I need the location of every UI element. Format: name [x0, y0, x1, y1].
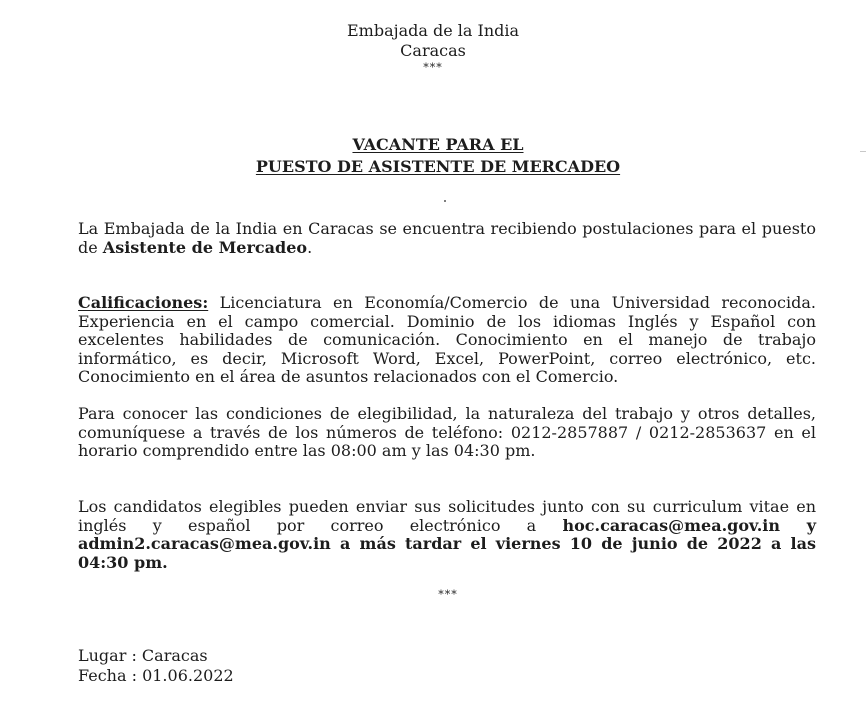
vacancy-title: [0, 134, 866, 178]
header-stars: ***: [423, 61, 443, 74]
application-text: Los candidatos elegibles pueden enviar sus solicitudes junto con su curriculum vitae en inglés y español por correo electrónico a: [78, 497, 816, 535]
qualifications-text: Licenciatura en Economía/Comercio de una Universidad reconocida. Experiencia en el campo comercial. Dominio de los idiomas Inglés y Español con excelentes habilidades de comunicación. Conocimiento en el manejo de trabajo informático, es decir, Microsoft Word, Excel, PowerPoint, correo electrónico, etc. Conocimiento en el área de asuntos relacionados con el Comercio.: [78, 293, 816, 386]
contact-paragraph: [78, 405, 816, 461]
intro-paragraph: [78, 220, 816, 257]
application-emails-deadline: hoc.caracas@mea.gov.in y admin2.caracas@mea.gov.in a más tardar el viernes 10 de junio de 2022 a las 04:30 pm.: [78, 515, 816, 572]
qualifications-label: Calificaciones:: [78, 293, 209, 312]
title-line-2: PUESTO DE ASISTENTE DE MERCADEO: [255, 157, 621, 176]
footer-date: Fecha : 01.06.2022: [78, 666, 234, 685]
intro-text: La Embajada de la India en Caracas se encuentra recibiendo postulaciones para el puesto de: [78, 219, 816, 257]
qualifications-paragraph: [78, 294, 816, 387]
contact-text: Para conocer las condiciones de elegibilidad, la naturaleza del trabajo y otros detalles, comuníquese a través de los números de teléfono: 0212-2857887 / 0212-2853637 en el horario comprendido entre las 08:00 am y las 04:30 pm.: [78, 404, 816, 460]
intro-end: .: [307, 237, 313, 257]
application-paragraph: [78, 498, 816, 572]
embassy-name: Embajada de la India: [346, 21, 520, 40]
position-name: Asistente de Mercadeo: [102, 237, 308, 257]
title-line-1: VACANTE PARA EL: [352, 135, 524, 154]
embassy-header: [0, 21, 866, 75]
separator-stars: ***: [438, 588, 458, 601]
footer-place: Lugar : Caracas: [78, 646, 208, 665]
speck: [444, 200, 446, 202]
embassy-city: Caracas: [400, 41, 466, 60]
